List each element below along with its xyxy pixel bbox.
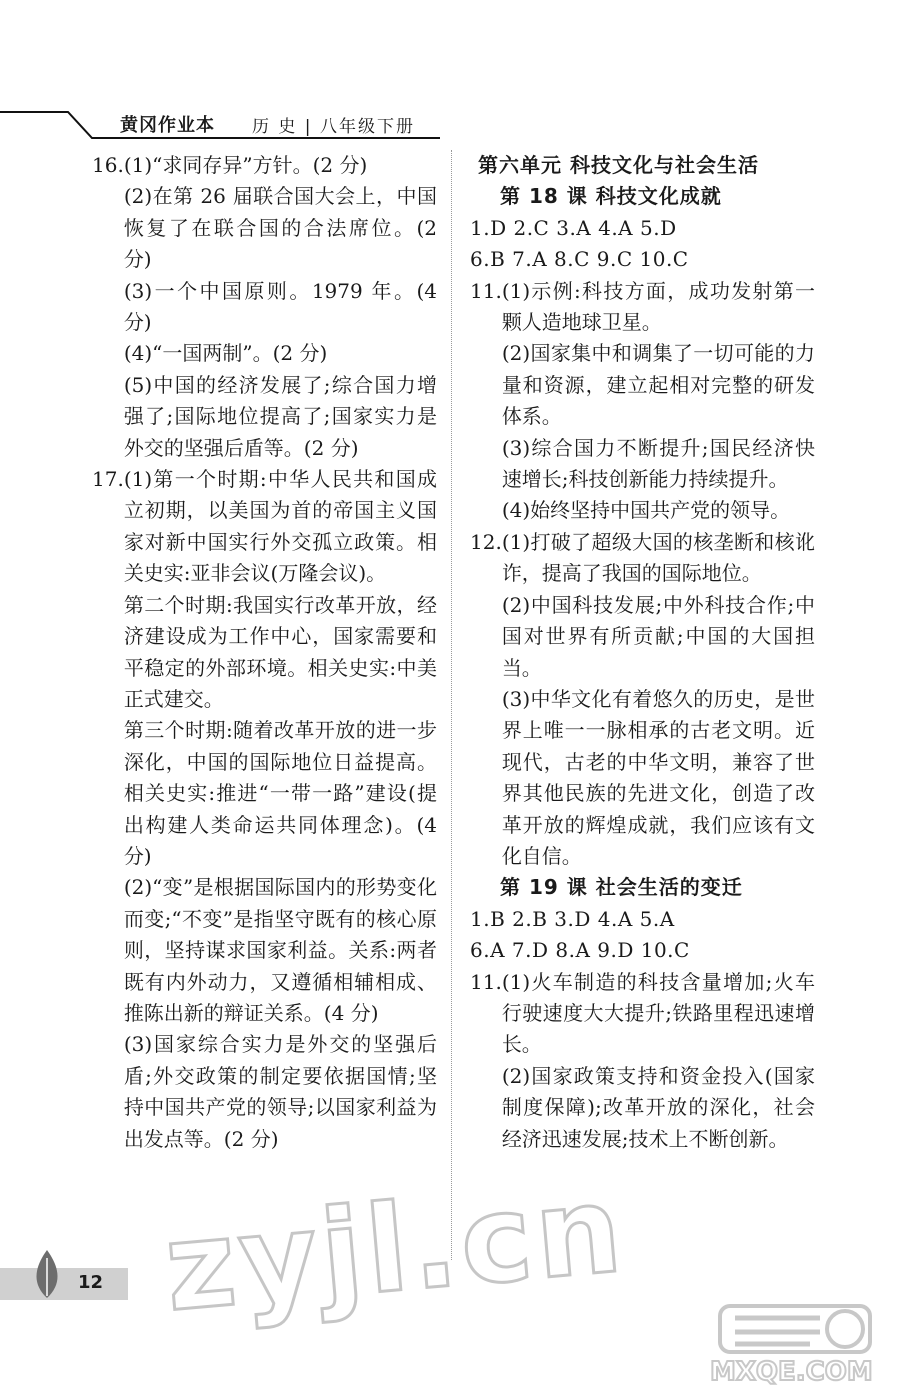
answer-part: 第三个时期:随着改革开放的进一步深化，中国的国际地位日益提高。相关史实:推进“一带一路”建设(提出构建人类命运共同体理念)。(4 分): [123, 718, 437, 868]
answer-part: (3)一个中国原则。1979 年。(4 分): [123, 278, 437, 335]
answer-part: (3)综合国力不断提升;国民经济快速增长;科技创新能力持续提升。: [501, 435, 815, 492]
answer-part: (4)“一国两制”。(2 分): [123, 341, 328, 366]
book-title: 黄冈作业本: [120, 115, 215, 136]
left-column: [92, 150, 437, 1155]
answer-part: (2)“变”是根据国际国内的形势变化而变;“不变”是指坚守既有的核心原则，坚持谋求国家利益。关系:两者既有内外动力，又遵循相辅相成、推陈出新的辩证关系。(4 分): [123, 875, 437, 1025]
question-16: [92, 150, 437, 464]
page-number: 12: [78, 1272, 104, 1293]
multiple-choice-answers: 6.A 7.D 8.A 9.D 10.C: [470, 938, 690, 963]
answer-part: (1)“求同存异”方针。(2 分): [123, 153, 368, 177]
question-number: 11.: [470, 969, 502, 994]
answer-part: (1)打破了超级大国的核垄断和核讹诈，提高了我国的国际地位。: [501, 529, 815, 586]
question-number: 16.: [92, 153, 124, 177]
answer-part: (1)第一个时期:中华人民共和国成立初期，以美国为首的帝国主义国家对新中国实行外交孤立政策。相关史实:亚非会议(万隆会议)。: [123, 467, 437, 586]
lesson-18-question-11: [470, 276, 815, 527]
answer-part: (2)中国科技发展;中外科技合作;中国对世界有所贡献;中国的大国担当。: [501, 592, 815, 680]
multiple-choice-answers: 6.B 7.A 8.C 9.C 10.C: [470, 247, 689, 272]
lesson-19-heading: 第 19 课 社会生活的变迁: [500, 875, 743, 900]
watermark-logo: [700, 1300, 890, 1385]
multiple-choice-answers: 1.D 2.C 3.A 4.A 5.D: [470, 215, 677, 240]
column-divider: [451, 150, 452, 1260]
answer-part: (1)示例:科技方面，成功发射第一颗人造地球卫星。: [501, 278, 815, 335]
question-number: 11.: [470, 278, 502, 303]
answer-part: (3)中华文化有着悠久的历史，是世界上唯一一脉相承的古老文明。近现代，古老的中华文明，兼容了世界其他民族的先进文化，创造了改革开放的辉煌成就，我们应该有文化自信。: [501, 686, 815, 868]
answer-part: (4)始终坚持中国共产党的领导。: [501, 498, 791, 523]
lesson-18-heading: 第 18 课 科技文化成就: [500, 184, 722, 209]
answer-part: (5)中国的经济发展了;综合国力增强了;国际地位提高了;国家实力是外交的坚强后盾等。(2 分): [123, 372, 437, 460]
multiple-choice-answers: 1.B 2.B 3.D 4.A 5.A: [470, 906, 675, 931]
book-subject: 历 史 | 八年级下册: [252, 117, 415, 137]
watermark-text: zyjl.cn: [159, 1160, 631, 1339]
right-column: [470, 150, 815, 1155]
question-number: 12.: [470, 529, 502, 554]
lesson-19-question-11: [470, 967, 815, 1155]
page-number-bar: [0, 1268, 128, 1300]
answer-part: (2)国家政策支持和资金投入(国家制度保障);改革开放的深化，社会经济迅速发展;技术上不断创新。: [501, 1063, 815, 1151]
answer-part: (2)在第 26 届联合国大会上，中国恢复了在联合国的合法席位。(2 分): [123, 184, 437, 272]
corner-logo-text: MXQE.COM: [710, 1357, 873, 1385]
leaf-icon: [30, 1248, 64, 1300]
answer-part: (1)火车制造的科技含量增加;火车行驶速度大大提升;铁路里程迅速增长。: [501, 969, 815, 1057]
answer-part: (2)国家集中和调集了一切可能的力量和资源，建立起相对完整的研发体系。: [501, 341, 815, 429]
lesson-18-question-12: [470, 527, 815, 872]
question-17: [92, 464, 437, 1155]
answer-part: (3)国家综合实力是外交的坚强后盾;外交政策的制定要依据国情;坚持中国共产党的领导;以国家利益为出发点等。(2 分): [123, 1032, 437, 1151]
question-number: 17.: [92, 467, 124, 492]
answer-part: 第二个时期:我国实行改革开放，经济建设成为工作中心，国家需要和平稳定的外部环境。相关史实:中美正式建交。: [123, 592, 437, 711]
unit-heading: 第六单元 科技文化与社会生活: [478, 153, 759, 177]
